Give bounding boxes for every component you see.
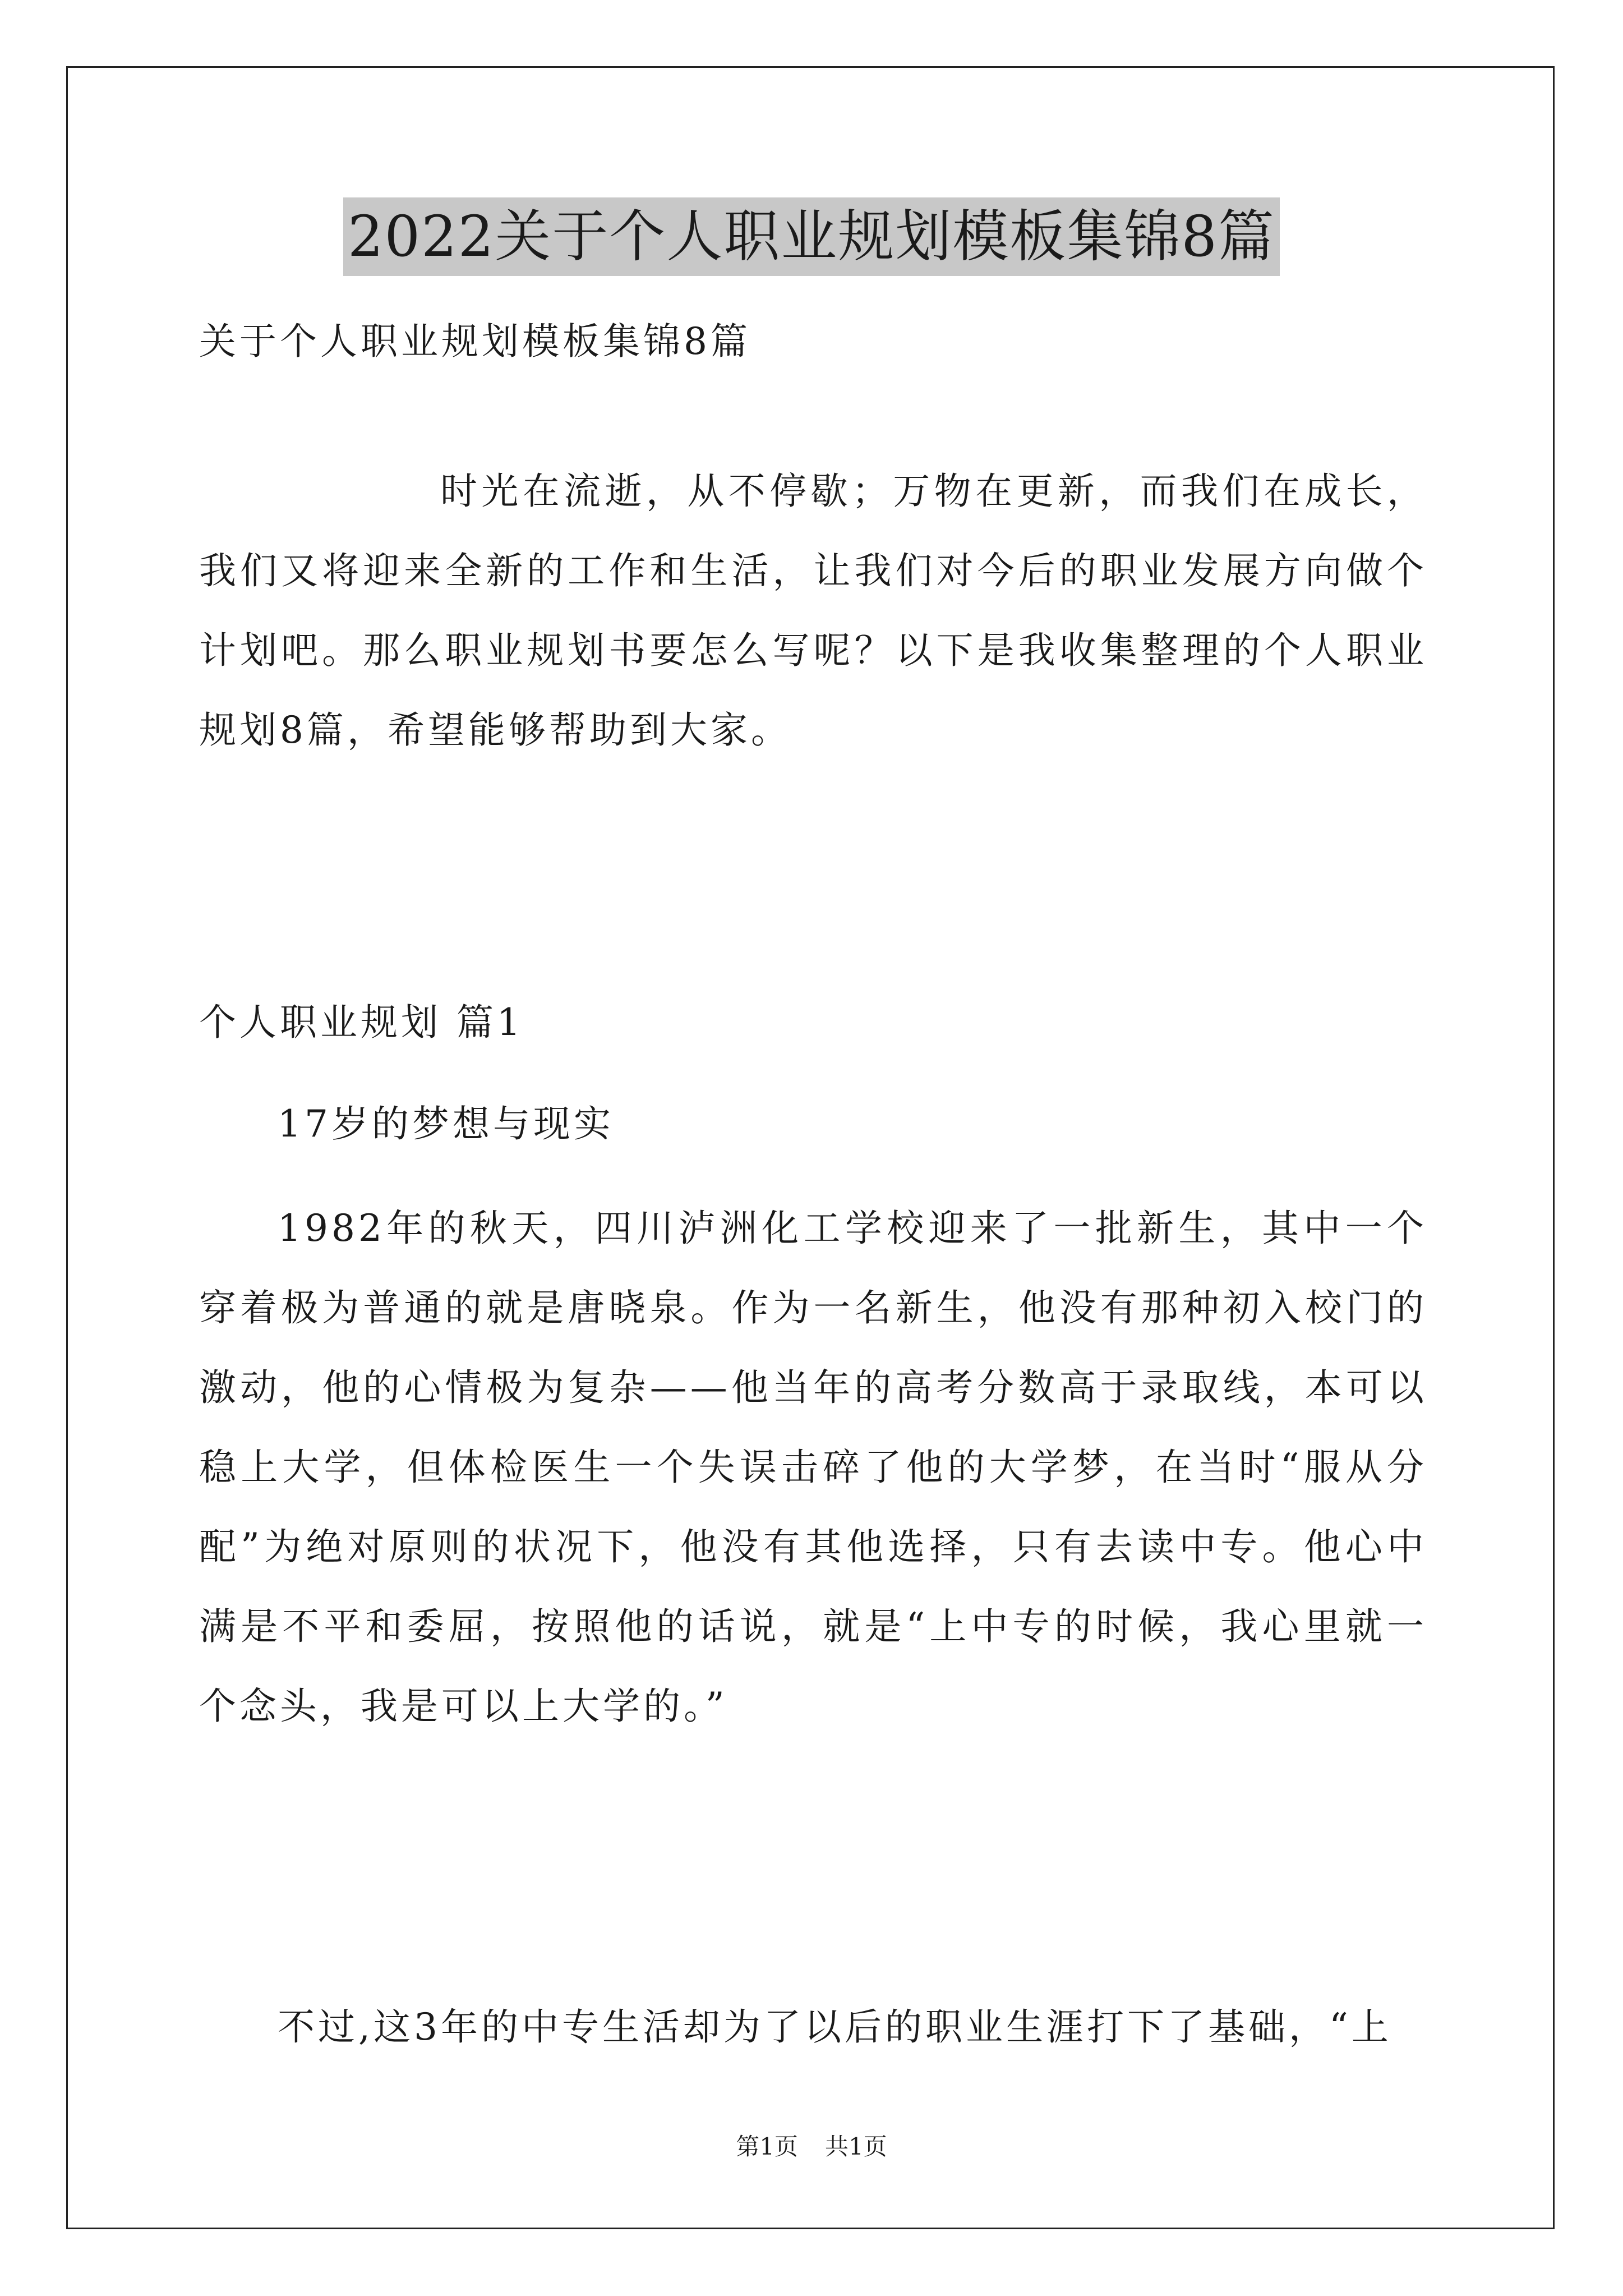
page-total: 共1页 bbox=[825, 2133, 887, 2160]
body-paragraph-2: 不过,这3年的中专生活却为了以后的职业生涯打下了基础，“上 bbox=[278, 2005, 1392, 2049]
body-paragraph-1: 1982年的秋天，四川泸洲化工学校迎来了一批新生，其中一个穿着极为普通的就是唐晓泉。作为一名新生，他没有那种初入校门的激动，他的心情极为复杂——他当年的高考分数高于录取线，本可以稳上大学，但体检医生一个失误击碎了他的大学梦，在当时“服从分配”为绝对原则的状况下，他没有其他选择，只有去读中专。他心中满是不平和委屈，按照他的话说，就是“上中专的时候，我心里就一个念头，我是可以上大学的。” bbox=[199, 1207, 1427, 1728]
page-current: 第1页 bbox=[736, 2133, 798, 2160]
sub-heading: 17岁的梦想与现实 bbox=[278, 1102, 614, 1145]
page-footer bbox=[0, 2130, 1623, 2164]
document-title-text: 2022关于个人职业规划模板集锦8篇 bbox=[343, 197, 1280, 276]
document-title bbox=[0, 197, 1623, 276]
document-subtitle: 关于个人职业规划模板集锦8篇 bbox=[199, 320, 751, 363]
section-heading: 个人职业规划 篇1 bbox=[199, 1001, 524, 1044]
intro-paragraph: 时光在流逝，从不停歇；万物在更新，而我们在成长，我们又将迎来全新的工作和生活，让我们对今后的职业发展方向做个计划吧。那么职业规划书要怎么写呢？以下是我收集整理的个人职业规划8篇，希望能够帮助到大家。 bbox=[199, 470, 1427, 752]
